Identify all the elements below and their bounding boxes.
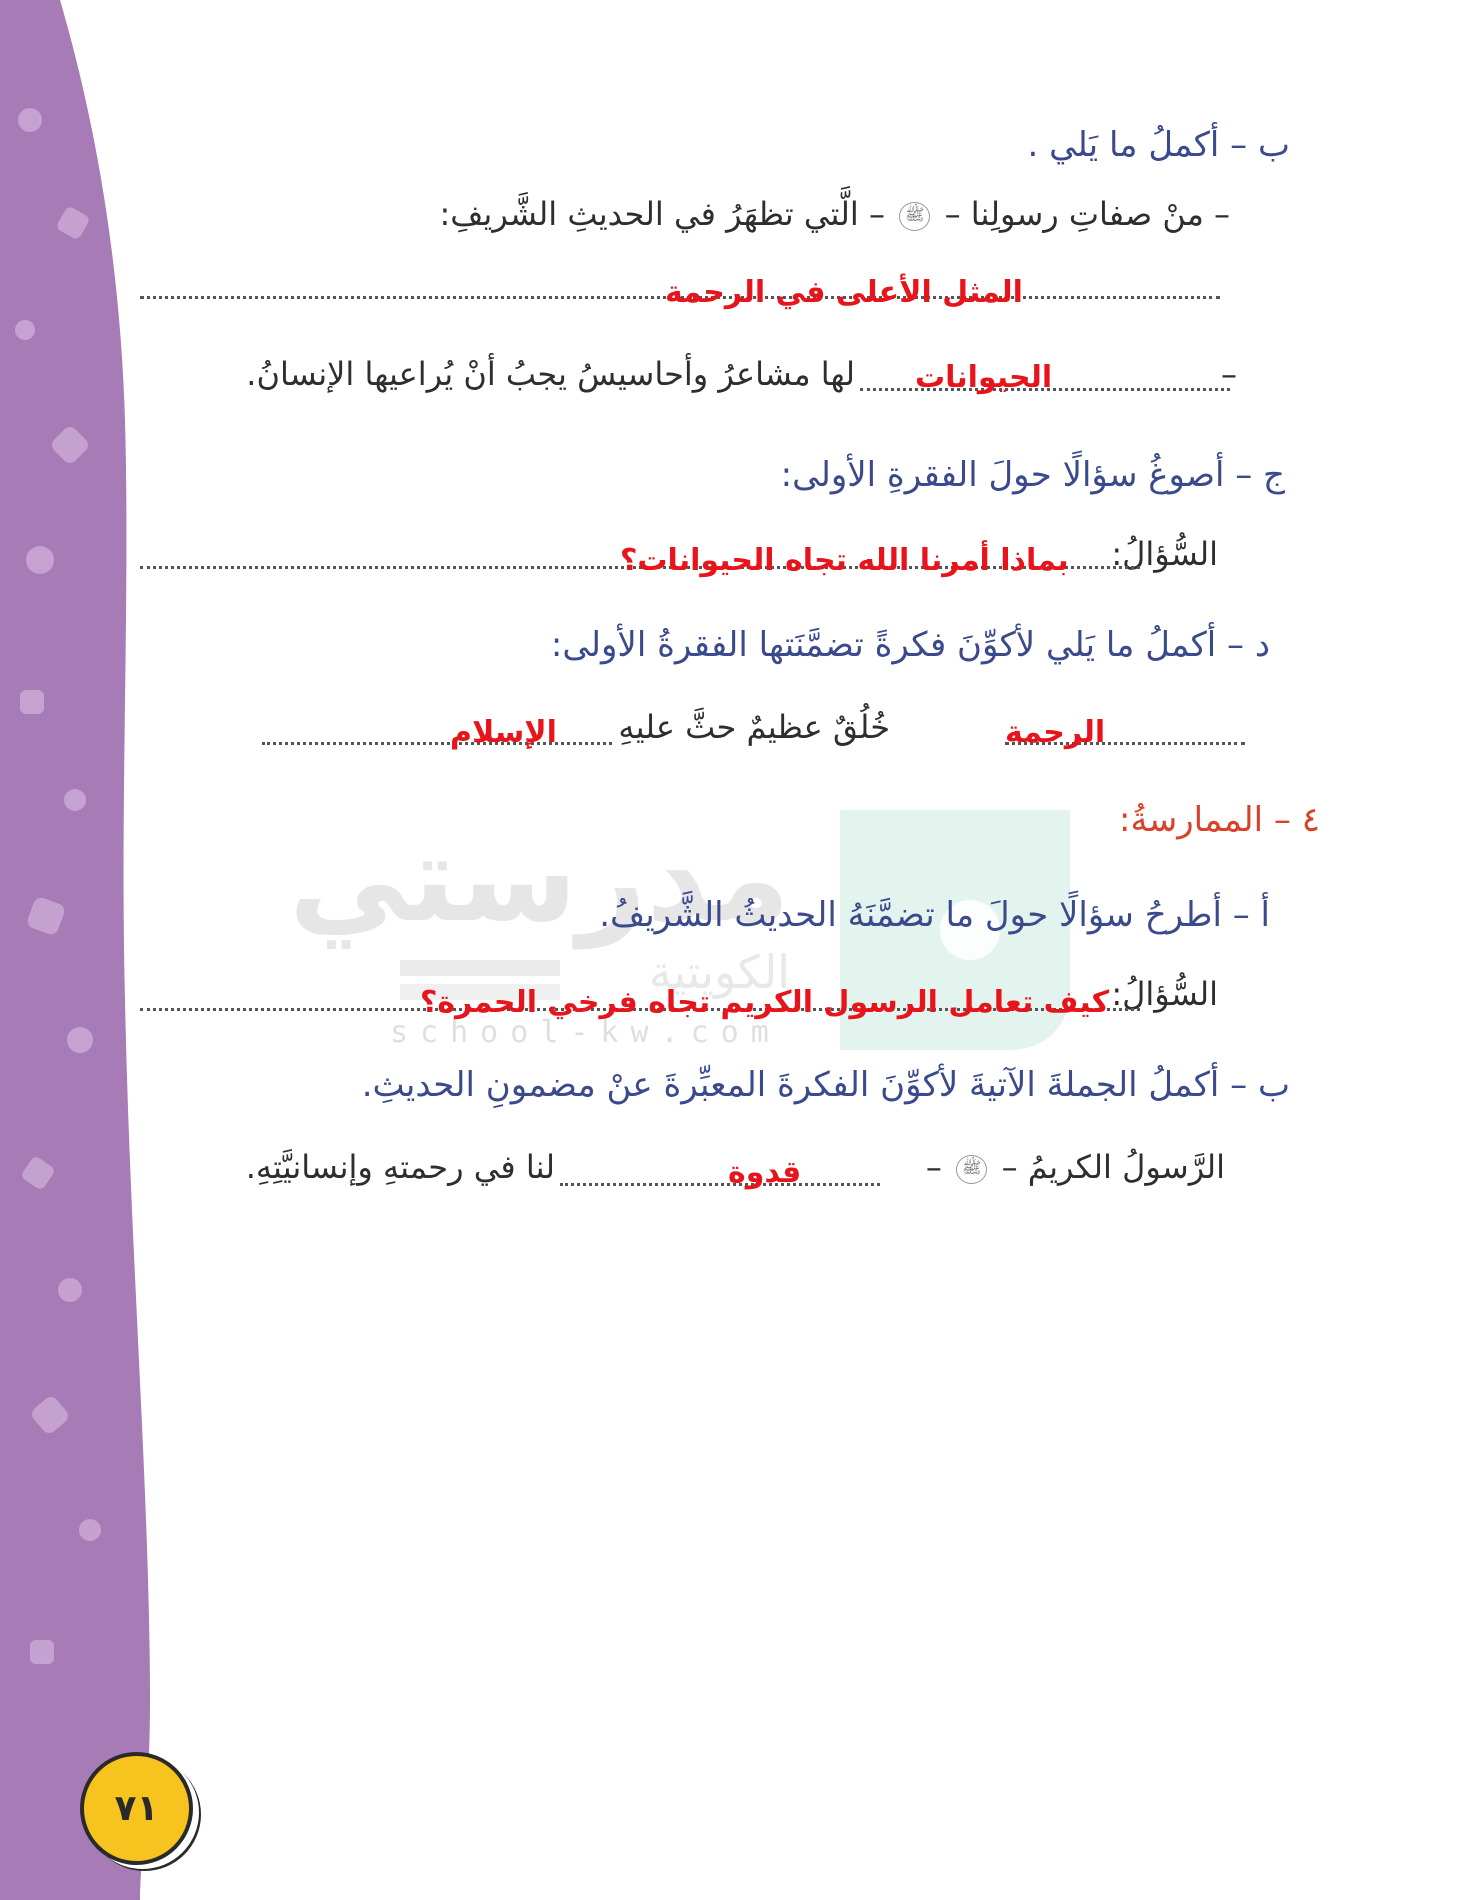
- section-d-middle-text: خُلُقٌ عظيمٌ حثَّ عليهِ: [618, 708, 890, 746]
- pbuh-icon: ﷺ: [899, 202, 930, 231]
- section-4-heading: ٤ – الممارسةُ:: [1119, 800, 1320, 840]
- answer-text: بماذا أمرنا الله تجاه الحيوانات؟: [620, 543, 1069, 578]
- answer-text: الإسلام: [450, 715, 557, 750]
- question-label: السُّؤالُ:: [1111, 535, 1218, 573]
- watermark-url: school-kw.com: [390, 1015, 781, 1050]
- pbuh-icon: ﷺ: [956, 1155, 987, 1184]
- line1-prefix: – منْ صفاتِ رسولِنا –: [944, 195, 1230, 233]
- answer-text: الرحمة: [1005, 715, 1106, 750]
- watermark-subtitle: الكويتية: [648, 945, 790, 999]
- section-d-heading: د – أكملُ ما يَلي لأكوِّنَ فكرةً تضمَّنَتها الفقرةُ الأولى:: [550, 625, 1270, 665]
- section-b-line2-text: لها مشاعرُ وأحاسيسُ يجبُ أنْ يُراعيها الإنسانُ.: [246, 355, 855, 393]
- answer-text: الحيوانات: [915, 360, 1053, 395]
- section-a-heading: أ – أطرحُ سؤالًا حولَ ما تضمَّنَهُ الحديثُ الشَّريفُ.: [599, 895, 1270, 935]
- answer-text: قدوة: [728, 1155, 802, 1190]
- line1-suffix: – الَّتي تظهَرُ في الحديثِ الشَّريفِ:: [439, 195, 885, 233]
- watermark-title: مدرستي: [288, 810, 790, 949]
- answer-line: [262, 742, 612, 745]
- answer-text: كيف تعامل الرسول الكريم تجاه فرخي الحمرة؟: [420, 985, 1110, 1020]
- answer-line: [560, 1183, 880, 1186]
- section-b2-heading: ب – أكملُ الجملةَ الآتيةَ لأكوِّنَ الفكرةَ المعبِّرةَ عنْ مضمونِ الحديثِ.: [361, 1065, 1290, 1105]
- section-b2-prefix: [926, 1148, 1225, 1186]
- answer-text: المثل الأعلى في الرحمة: [665, 275, 1023, 310]
- decorative-sidebar: [0, 0, 200, 1900]
- section-b-line1: [440, 195, 1230, 233]
- page-number: ٧١: [80, 1752, 193, 1865]
- section-b2-suffix: لنا في رحمتهِ وإنسانيَّتِهِ.: [245, 1148, 555, 1186]
- watermark-flag-stripe: [400, 960, 560, 976]
- question-label: السُّؤالُ:: [1111, 975, 1218, 1013]
- section-b-heading: ب – أكملُ ما يَلي .: [1027, 125, 1290, 165]
- section-b-line2-dash: –: [1221, 355, 1237, 393]
- section-j-heading: ج – أصوغُ سؤالًا حولَ الفقرةِ الأولى:: [780, 455, 1285, 495]
- b2-dash: –: [925, 1148, 942, 1186]
- b2-prefix-text: الرَّسولُ الكريمُ –: [1001, 1148, 1225, 1186]
